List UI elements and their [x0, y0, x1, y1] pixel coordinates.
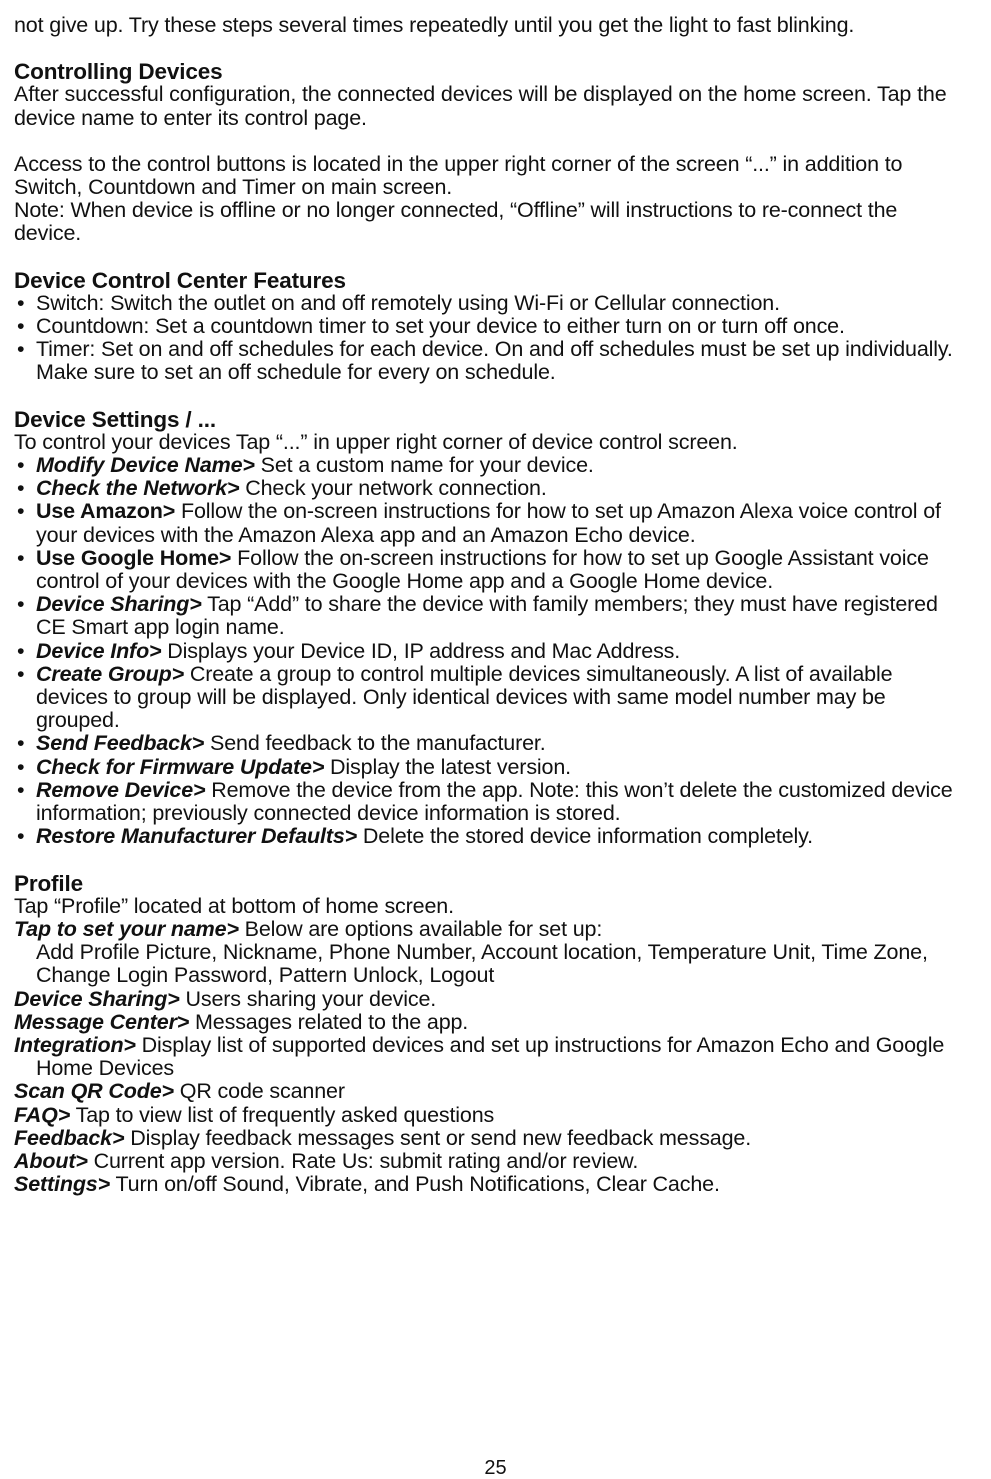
profile-item-label: Device Sharing>: [14, 986, 180, 1011]
profile-item-label: Feedback>: [14, 1125, 125, 1150]
profile-item-label: Message Center>: [14, 1009, 190, 1034]
settings-item-label: Use Google Home>: [36, 545, 232, 570]
profile-item-text: QR code scanner: [173, 1079, 345, 1104]
settings-item: [14, 732, 964, 755]
controlling-paragraph-3: Note: When device is offline or no longer connected, “Offline” will instructions to re-connect the device.: [14, 198, 898, 246]
profile-heading: Profile: [14, 870, 83, 896]
feature-timer: • Timer: Set on and off schedules for each device. On and off schedules must be set up individually. Make sure to set an off schedule for every on schedule.: [14, 338, 964, 384]
controlling-paragraph-2: Access to the control buttons is located in the upper right corner of the screen “...” in addition to Switch, Countdown and Timer on main screen.: [14, 151, 903, 200]
settings-item: [14, 640, 964, 663]
profile-item-label: Settings>: [14, 1172, 111, 1197]
settings-item: [14, 779, 964, 825]
feature-countdown: • Countdown: Set a countdown timer to set your device to either turn on or turn off once.: [14, 315, 964, 338]
settings-item-text: Delete the stored device information completely.: [357, 824, 814, 849]
profile-item-text: Below are options available for set up:: [238, 916, 603, 941]
profile-item: [14, 1104, 964, 1127]
settings-item-text: Remove the device from the app. Note: this won’t delete the customized device information; previously connected device information is stored.: [36, 777, 953, 826]
settings-item: [14, 663, 964, 733]
profile-item-label: Tap to set your name>: [14, 916, 239, 941]
settings-item-label: Device Sharing>: [36, 592, 202, 617]
settings-item: [14, 500, 964, 546]
profile-item-text: Messages related to the app.: [189, 1009, 469, 1034]
profile-item-text: Users sharing your device.: [179, 986, 437, 1011]
profile-item-text: Display list of supported devices and set up instructions for Amazon Echo and Google Home Devices: [36, 1032, 945, 1081]
settings-item-text: Create a group to control multiple devices simultaneously. A list of available devices to group will be displayed. Only identical devices with same model number may be grouped.: [36, 661, 893, 733]
profile-item: [14, 988, 964, 1011]
settings-item-text: Display the latest version.: [324, 754, 571, 779]
profile-item-label: About>: [14, 1148, 88, 1173]
feature-switch: • Switch: Switch the outlet on and off remotely using Wi-Fi or Cellular connection.: [14, 292, 964, 315]
profile-item-text: Tap to view list of frequently asked questions: [70, 1102, 495, 1127]
profile-item-text: Display feedback messages sent or send new feedback message.: [124, 1125, 752, 1150]
profile-item: [14, 1011, 964, 1034]
settings-item-text: Set a custom name for your device.: [254, 453, 594, 478]
settings-item: [14, 593, 964, 639]
settings-item-text: Tap “Add” to share the device with family members; they must have registered CE Smart app login name.: [36, 592, 938, 640]
settings-item: [14, 454, 964, 477]
settings-item-label: Use Amazon>: [36, 499, 176, 524]
settings-item-text: Follow the on-screen instructions for how to set up Google Assistant voice control of your devices with the Google Home app and a Google Home device.: [36, 545, 929, 594]
profile-intro: Tap “Profile” located at bottom of home screen.: [14, 893, 454, 918]
settings-item-label: Restore Manufacturer Defaults>: [36, 824, 358, 849]
profile-tap-set-name: [14, 918, 964, 941]
settings-item: [14, 477, 964, 500]
settings-item-label: Create Group>: [36, 661, 184, 686]
features-heading: Device Control Center Features: [14, 267, 346, 293]
settings-intro: To control your devices Tap “...” in upper right corner of device control screen.: [14, 429, 738, 454]
settings-item-label: Remove Device>: [36, 777, 206, 802]
manual-page: [14, 14, 964, 1196]
settings-item: [14, 756, 964, 779]
settings-item-text: Check your network connection.: [239, 476, 547, 501]
settings-item-label: Check the Network>: [36, 476, 240, 501]
settings-item: [14, 547, 964, 593]
profile-item-label: Integration>: [14, 1032, 136, 1057]
profile-item-label: Scan QR Code>: [14, 1079, 174, 1104]
controlling-heading: Controlling Devices: [14, 59, 223, 85]
settings-item: [14, 825, 964, 848]
profile-options: Add Profile Picture, Nickname, Phone Number, Account location, Temperature Unit, Time Zone, Change Login Password, Pattern Unlock, Logout: [36, 940, 928, 988]
profile-item-text: Turn on/off Sound, Vibrate, and Push Notifications, Clear Cache.: [110, 1172, 720, 1197]
settings-item-text: Follow the on-screen instructions for how to set up Amazon Alexa voice control of your devices with the Amazon Alexa app and an Amazon Echo device.: [36, 499, 941, 547]
profile-item: [14, 1150, 964, 1173]
page-number: 25: [484, 1457, 507, 1479]
profile-item: [14, 1173, 964, 1196]
settings-heading: Device Settings / ...: [14, 406, 216, 432]
settings-item-text: Displays your Device ID, IP address and Mac Address.: [161, 638, 681, 663]
settings-item-label: Check for Firmware Update>: [36, 754, 325, 779]
profile-item: [14, 1034, 964, 1080]
controlling-paragraph-1: After successful configuration, the connected devices will be displayed on the home screen. Tap the device name to enter its control page.: [14, 82, 947, 130]
profile-item: [14, 1080, 964, 1103]
profile-item-text: Current app version. Rate Us: submit rating and/or review.: [87, 1148, 639, 1173]
settings-item-text: Send feedback to the manufacturer.: [204, 731, 546, 756]
settings-item-label: Modify Device Name>: [36, 453, 255, 478]
profile-item: [14, 1127, 964, 1150]
settings-item-label: Send Feedback>: [36, 731, 205, 756]
intro-text: not give up. Try these steps several times repeatedly until you get the light to fast blinking.: [14, 13, 855, 37]
settings-item-label: Device Info>: [36, 638, 162, 663]
profile-item-label: FAQ>: [14, 1102, 71, 1127]
